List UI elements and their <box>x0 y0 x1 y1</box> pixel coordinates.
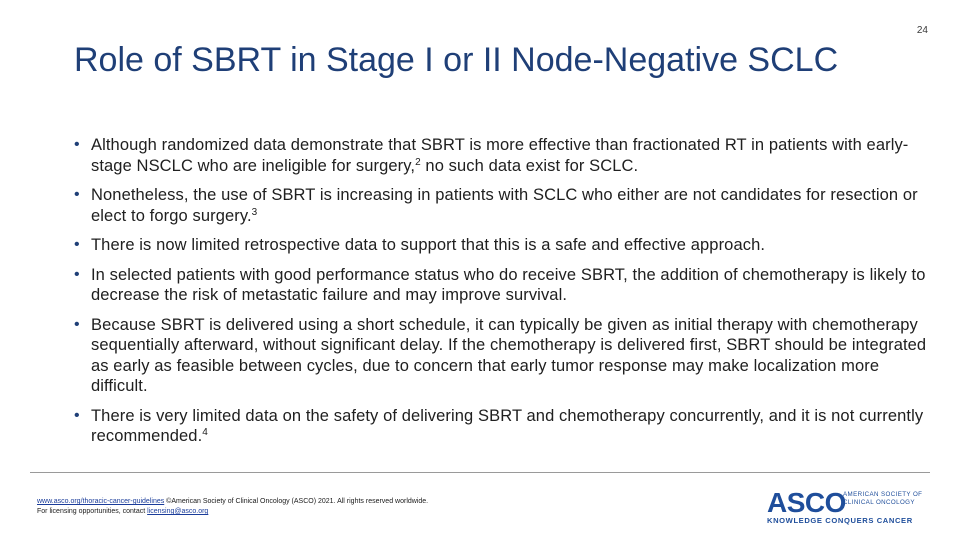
bullet-dot-icon: • <box>74 406 80 424</box>
bullet-6: • There is very limited data on the safety of delivering SBRT and chemotherapy concurrently, and it is not currently recommended.$^4$ <box>74 406 924 445</box>
bullet-2: • Nonetheless, the use of SBRT is increasing in patients with SCLC who either are not candidates for resection or elect to forgo surgery.$^3$ <box>74 186 918 225</box>
logo-subtitle: AMERICAN SOCIETY OF CLINICAL ONCOLOGY <box>843 491 923 506</box>
licensing-email-link[interactable]: licensing@asco.org <box>147 508 209 515</box>
asco-logo <box>767 488 932 526</box>
footer <box>37 497 428 517</box>
reference-3: 3 <box>251 206 258 218</box>
logo-tagline: KNOWLEDGE CONQUERS CANCER <box>767 516 913 525</box>
licensing-text: For licensing opportunities, contact <box>37 508 148 515</box>
bullet-4: • In selected patients with good performance status who do receive SBRT, the addition of chemotherapy is likely to decrease the risk of metastatic failure and may improve survival. <box>74 265 926 304</box>
bullet-list <box>74 135 934 456</box>
logo-wordmark: ASCO <box>767 487 846 518</box>
page-number: 24 <box>916 25 928 36</box>
copyright-text: ©American Society of Clinical Oncology (ASCO) 2021. All rights reserved worldwide. <box>164 498 429 505</box>
bullet-3: • There is now limited retrospective data to support that this is a safe and effective approach. <box>74 236 766 254</box>
footer-divider <box>30 472 930 473</box>
slide-title: Role of SBRT in Stage I or II Node-Negative SCLC <box>74 41 839 79</box>
footer-line-2 <box>37 507 428 517</box>
reference-2: 2 <box>415 156 421 168</box>
bullet-dot-icon: • <box>74 265 80 283</box>
bullet-5: • Because SBRT is delivered using a short schedule, it can typically be given as initial therapy with chemotherapy sequentially afterward, without significant delay. If the chemotherapy is delivered first, SBRT should be integrated as early as feasible between cycles, due to concern that early tumor response may make localization more difficult. <box>74 315 927 395</box>
bullet-dot-icon: • <box>74 315 80 333</box>
footer-line-1 <box>37 497 428 507</box>
bullet-1: • Although randomized data demonstrate that SBRT is more effective than fractionated RT in patients with early-stage NSCLC who are ineligible for surgery,$^2$ no such data exist for SCLC. <box>74 136 909 175</box>
reference-4: 4 <box>202 427 208 438</box>
guidelines-link[interactable]: www.asco.org/thoracic-cancer-guidelines <box>37 498 165 505</box>
bullet-dot-icon: • <box>74 186 80 203</box>
bullet-dot-icon: • <box>74 136 80 153</box>
bullet-dot-icon: • <box>74 236 80 253</box>
